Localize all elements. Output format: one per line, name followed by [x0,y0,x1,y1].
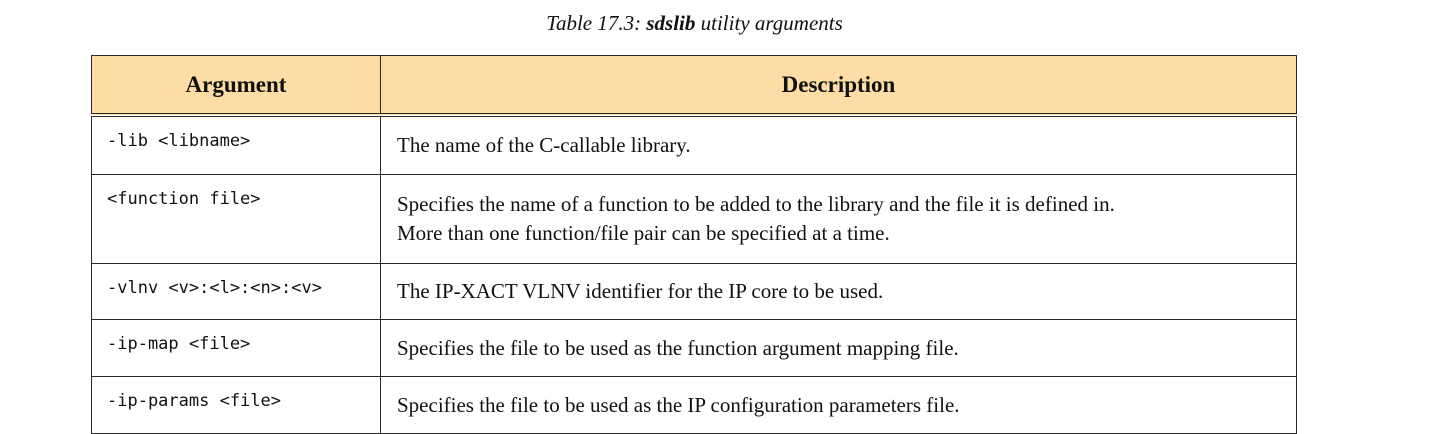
description-cell [381,175,1297,264]
caption-command: sdslib [646,11,696,35]
argument-cell: <function file> [92,175,381,264]
description-line: Specifies the file to be used as the IP configuration parameters file. [397,392,960,417]
caption-suffix: utility arguments [700,11,843,35]
caption-prefix: Table 17.3: [546,11,642,35]
header-description: Description [381,56,1297,116]
table-caption [0,9,1389,37]
table-header-row [92,56,1297,116]
description-line: The name of the C-callable library. [397,133,691,157]
argument-cell: -lib <libname> [92,115,381,175]
description-line: Specifies the name of a function to be added to the library and the file it is defined in. [397,192,1115,216]
description-cell [381,320,1297,377]
argument-cell: -ip-map <file> [92,320,381,377]
description-cell [381,264,1297,320]
table-row [92,377,1297,434]
argument-cell: -ip-params <file> [92,377,381,434]
argument-cell: -vlnv <v>:<l>:<n>:<v> [92,264,381,320]
header-argument: Argument [92,56,381,116]
arguments-table [91,55,1297,434]
table-row [92,115,1297,175]
description-cell [381,115,1297,175]
table-row [92,264,1297,320]
description-line: The IP-XACT VLNV identifier for the IP core to be used. [397,279,884,303]
table-row [92,175,1297,264]
description-cell [381,377,1297,434]
table-row [92,320,1297,377]
description-line: More than one function/file pair can be specified at a time. [397,221,890,245]
description-line: Specifies the file to be used as the function argument mapping file. [397,335,959,360]
